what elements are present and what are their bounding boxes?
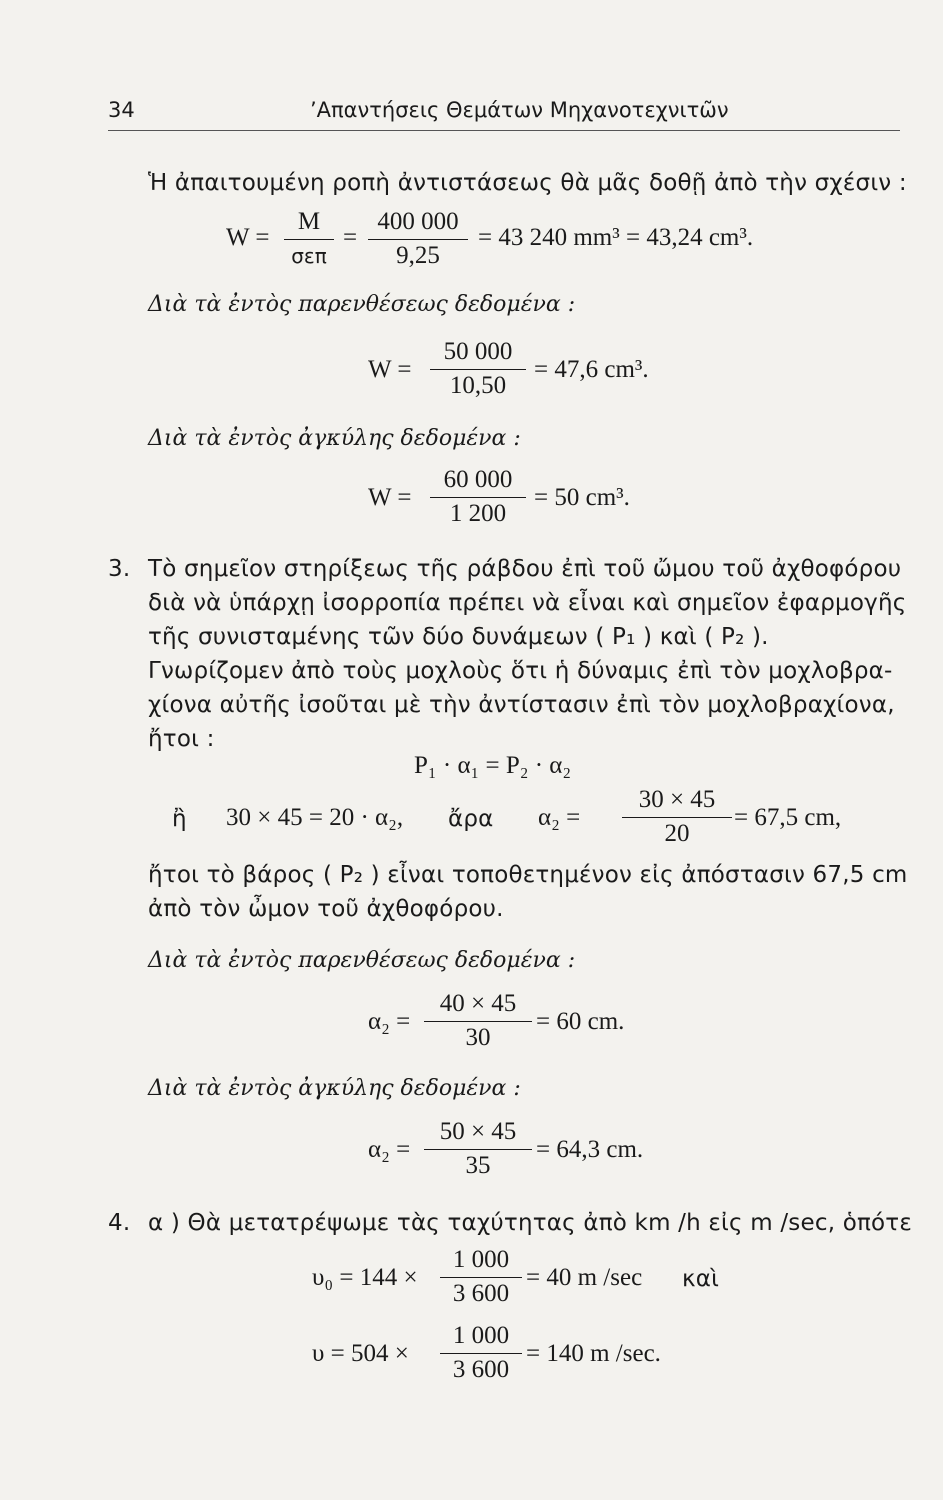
eq3-result: = 50 cm³. (534, 484, 630, 511)
balance-equation: P₁ · α₁ = P₂ · α₂ (414, 752, 572, 779)
fraction-bar (622, 817, 732, 818)
v-eq-result: = 140 m /sec. (526, 1340, 661, 1367)
fraction-bar (424, 1021, 532, 1022)
header-rule (108, 130, 900, 131)
bracket-heading-1: Διὰ τὰ ἐντὸς ἀγκύλης δεδομένα : (148, 426, 521, 451)
eq2-lhs: W = (368, 356, 412, 383)
ara-word: ἄρα (448, 806, 494, 832)
bracket-eq-numerator: 50 × 45 (439, 1118, 517, 1145)
eq1-result: = 43 240 mm³ = 43,24 cm³. (478, 224, 754, 251)
bracket-eq-result: = 64,3 cm. (536, 1136, 644, 1163)
paren-eq-result: = 60 cm. (536, 1008, 625, 1035)
fraction-bar (368, 239, 468, 240)
or-word: ἢ (172, 806, 187, 832)
paren-eq-fraction (424, 990, 532, 1052)
eq3-numerator: 60 000 (443, 466, 513, 493)
section-3-number: 3. (108, 556, 131, 582)
eq1-frac2-denominator: 9,25 (396, 242, 440, 270)
section-3-line-4: Γνωρίζομεν ἀπὸ τοὺς μοχλοὺς ὅτι ἡ δύναμις ἐπὶ τὸν μοχλοβρα- (148, 658, 893, 684)
paren-eq-denominator: 30 (465, 1024, 491, 1052)
eq2-numerator: 50 000 (443, 338, 513, 365)
eq3-fraction (430, 466, 526, 528)
v0-eq-fraction (440, 1246, 522, 1308)
fraction-bar (284, 239, 334, 240)
v0-eq-lhs: υ₀ = 144 × (312, 1264, 418, 1291)
fraction-bar (430, 369, 526, 370)
eq1-equals: = (343, 224, 358, 251)
eq2-result: = 47,6 cm³. (534, 356, 649, 383)
section-3-line-6: ἤτοι : (148, 726, 215, 752)
eq3-denominator: 1 200 (449, 500, 507, 528)
v0-eq-numerator: 1 000 (452, 1246, 510, 1273)
eq1-lhs: W = (226, 224, 270, 251)
paren-eq-numerator: 40 × 45 (439, 990, 517, 1017)
v0-eq-result: = 40 m /sec (526, 1264, 643, 1291)
eq1-fraction-1 (284, 208, 334, 270)
eq1-frac1-numerator: M (297, 208, 321, 235)
section-3-line-2: διὰ νὰ ὑπάρχῃ ἰσορροπία πρέπει νὰ εἶναι καὶ σημεῖον ἐφαρμογῆς (148, 590, 907, 616)
section-3-line-5: χίονα αὐτῆς ἰσοῦται μὲ τὴν ἀντίστασιν ἐπὶ τὸν μοχλοβραχίονα, (148, 692, 895, 718)
a2-result: = 67,5 cm, (734, 804, 842, 831)
a2-fraction (622, 786, 732, 848)
intro-line: Ἡ ἀπαιτουμένη ροπὴ ἀντιστάσεως θὰ μᾶς δοθῇ ἀπὸ τὴν σχέσιν : (148, 170, 907, 196)
a2-lhs: α₂ = (538, 804, 581, 831)
running-title: ’Απαντήσεις Θεμάτων Μηχανοτεχνιτῶν (310, 98, 729, 122)
section-3-line-3: τῆς συνισταμένης τῶν δύο δυνάμεων ( P₁ ) καὶ ( P₂ ). (148, 624, 769, 650)
bracket-eq-denominator: 35 (465, 1152, 491, 1180)
bracket-heading-2: Διὰ τὰ ἐντὸς ἀγκύλης δεδομένα : (148, 1076, 521, 1101)
moment-equation: 30 × 45 = 20 · α₂, (226, 804, 404, 831)
eq2-denominator: 10,50 (449, 372, 507, 400)
eq1-frac2-numerator: 400 000 (377, 208, 459, 235)
v0-eq-denominator: 3 600 (452, 1280, 510, 1308)
fraction-bar (440, 1353, 522, 1354)
eq1-frac1-denominator: σεπ (291, 244, 327, 269)
fraction-bar (424, 1149, 532, 1150)
fraction-bar (430, 497, 526, 498)
result-line-1: ἤτοι τὸ βάρος ( P₂ ) εἶναι τοποθετημένον εἰς ἀπόστασιν 67,5 cm (148, 862, 908, 888)
v-eq-denominator: 3 600 (452, 1356, 510, 1384)
paren-heading-1: Διὰ τὰ ἐντὸς παρενθέσεως δεδομένα : (148, 292, 576, 317)
bracket-eq-lhs: α₂ = (368, 1136, 411, 1163)
v-eq-lhs: υ = 504 × (312, 1340, 409, 1367)
page-number: 34 (108, 98, 135, 122)
paren-heading-2: Διὰ τὰ ἐντὸς παρενθέσεως δεδομένα : (148, 948, 576, 973)
fraction-bar (440, 1277, 522, 1278)
section-4-number: 4. (108, 1210, 131, 1236)
paren-eq-lhs: α₂ = (368, 1008, 411, 1035)
result-line-2: ἀπὸ τὸν ὦμον τοῦ ἀχθοφόρου. (148, 896, 504, 922)
v-eq-fraction (440, 1322, 522, 1384)
v-eq-numerator: 1 000 (452, 1322, 510, 1349)
eq2-fraction (430, 338, 526, 400)
eq1-fraction-2 (368, 208, 468, 270)
bracket-eq-fraction (424, 1118, 532, 1180)
a2-numerator: 30 × 45 (638, 786, 716, 813)
a2-denominator: 20 (664, 820, 690, 848)
section-4-line: α ) Θὰ μετατρέψωμε τὰς ταχύτητας ἀπὸ km /h εἰς m /sec, ὁπότε (148, 1210, 912, 1236)
v0-eq-and: καὶ (682, 1266, 720, 1292)
section-3-line-1: Τὸ σημεῖον στηρίξεως τῆς ράβδου ἐπὶ τοῦ ὤμου τοῦ ἀχθοφόρου (148, 556, 902, 582)
eq3-lhs: W = (368, 484, 412, 511)
